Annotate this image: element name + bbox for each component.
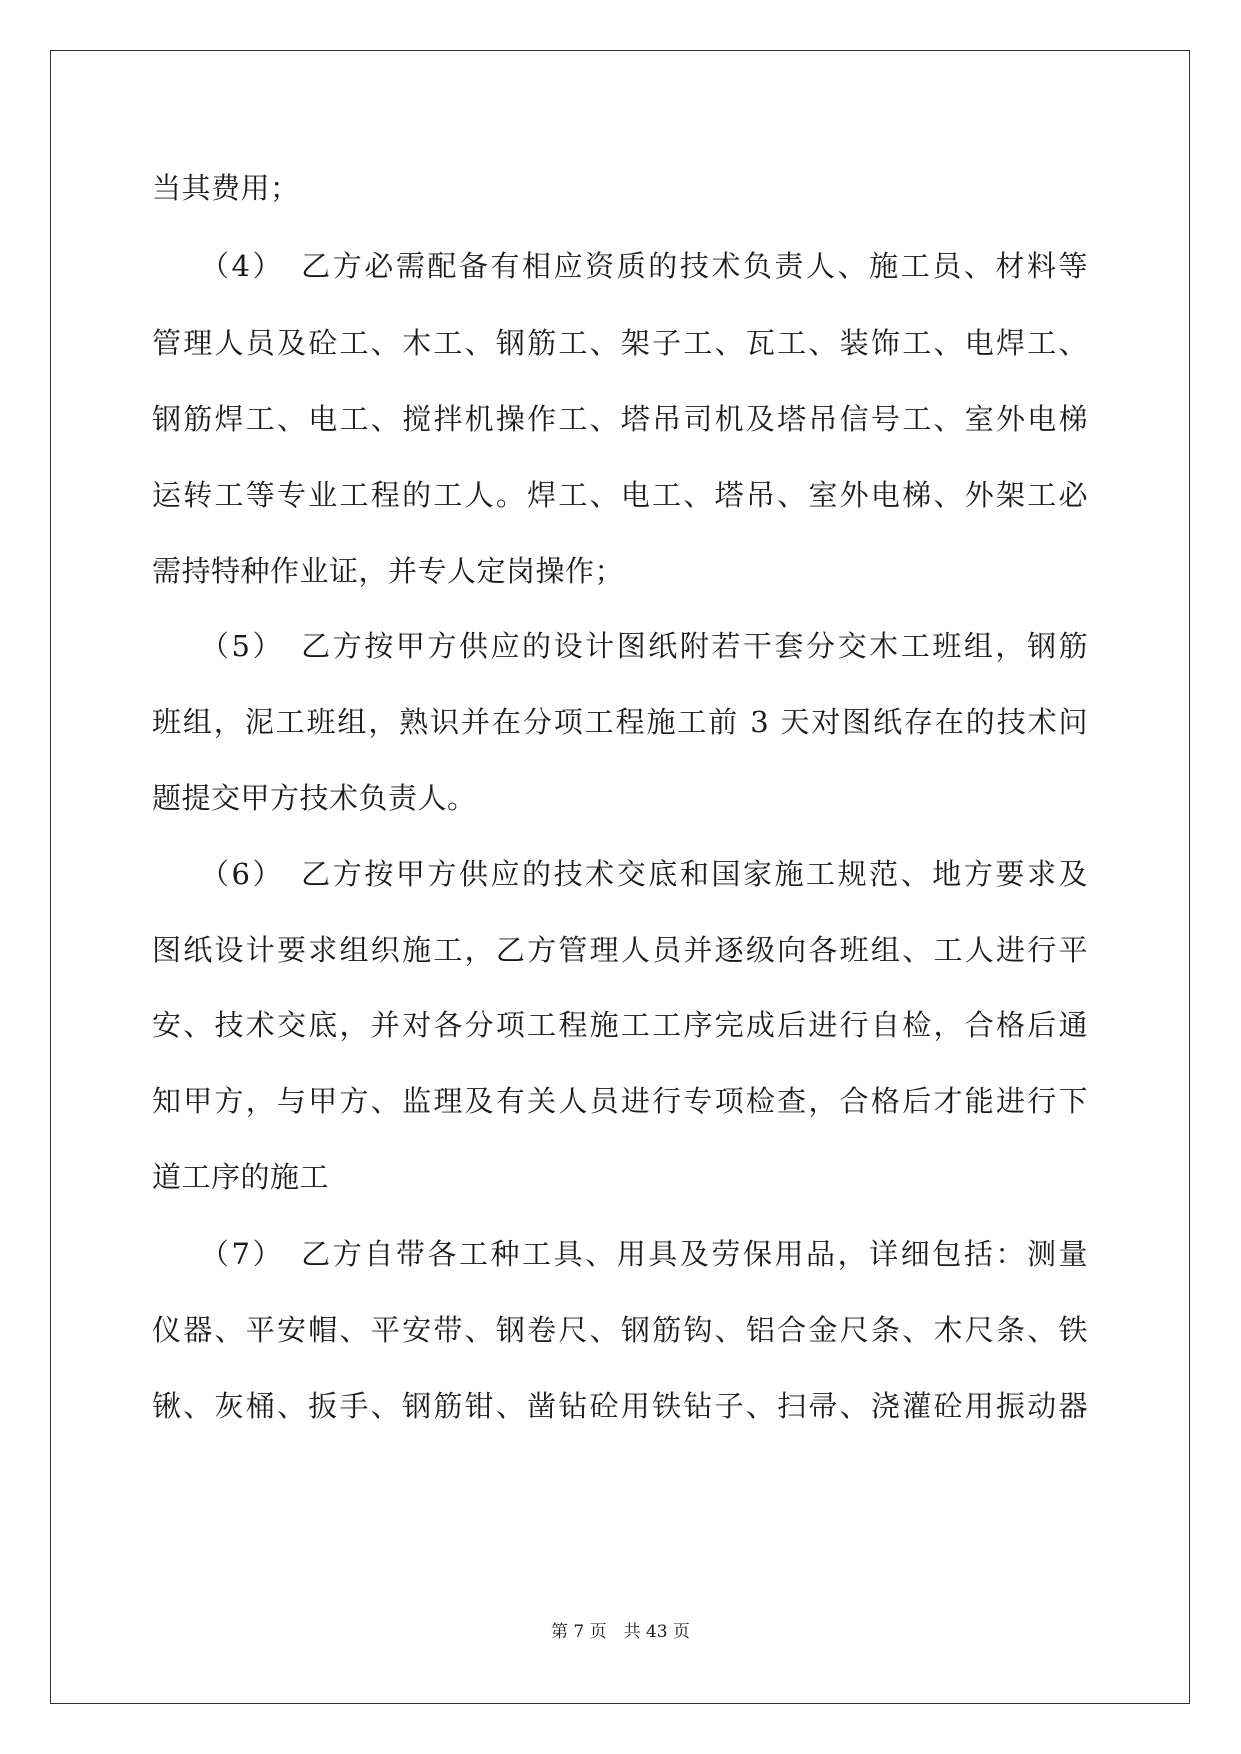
text-line: 知甲方，与甲方、监理及有关人员进行专项检查，合格后才能进行下: [152, 1084, 1088, 1118]
text-line: 当其费用；: [152, 171, 300, 205]
text-line: 管理人员及砼工、木工、钢筋工、架子工、瓦工、装饰工、电焊工、: [152, 326, 1088, 360]
text-line: （7） 乙方自带各工种工具、用具及劳保用品，详细包括：测量: [200, 1237, 1088, 1271]
text-line: 需持特种作业证，并专人定岗操作；: [152, 554, 625, 588]
text-line: 安、技术交底，并对各分项工程施工工序完成后进行自检，合格后通: [152, 1008, 1088, 1042]
text-line: 仪器、平安帽、平安带、钢卷尺、钢筋钩、铝合金尺条、木尺条、铁: [152, 1313, 1088, 1347]
text-line: （4） 乙方必需配备有相应资质的技术负责人、施工员、材料等: [200, 249, 1088, 283]
text-line: 题提交甲方技术负责人。: [152, 781, 477, 815]
text-line: 钢筋焊工、电工、搅拌机操作工、塔吊司机及塔吊信号工、室外电梯: [152, 402, 1088, 436]
text-line: （6） 乙方按甲方供应的技术交底和国家施工规范、地方要求及: [200, 857, 1088, 891]
text-line: 道工序的施工: [152, 1160, 330, 1194]
text-line: 图纸设计要求组织施工，乙方管理人员并逐级向各班组、工人进行平: [152, 933, 1088, 967]
text-line: 锹、灰桶、扳手、钢筋钳、凿钻砼用铁钻子、扫帚、浇灌砼用振动器: [152, 1389, 1088, 1423]
text-line: 运转工等专业工程的工人。焊工、电工、塔吊、室外电梯、外架工必: [152, 478, 1088, 512]
text-line: 班组，泥工班组，熟识并在分项工程施工前 3 天对图纸存在的技术问: [152, 705, 1088, 739]
page-number-footer: 第 7 页 共 43 页: [550, 1622, 691, 1642]
text-line: （5） 乙方按甲方供应的设计图纸附若干套分交木工班组，钢筋: [200, 629, 1088, 663]
